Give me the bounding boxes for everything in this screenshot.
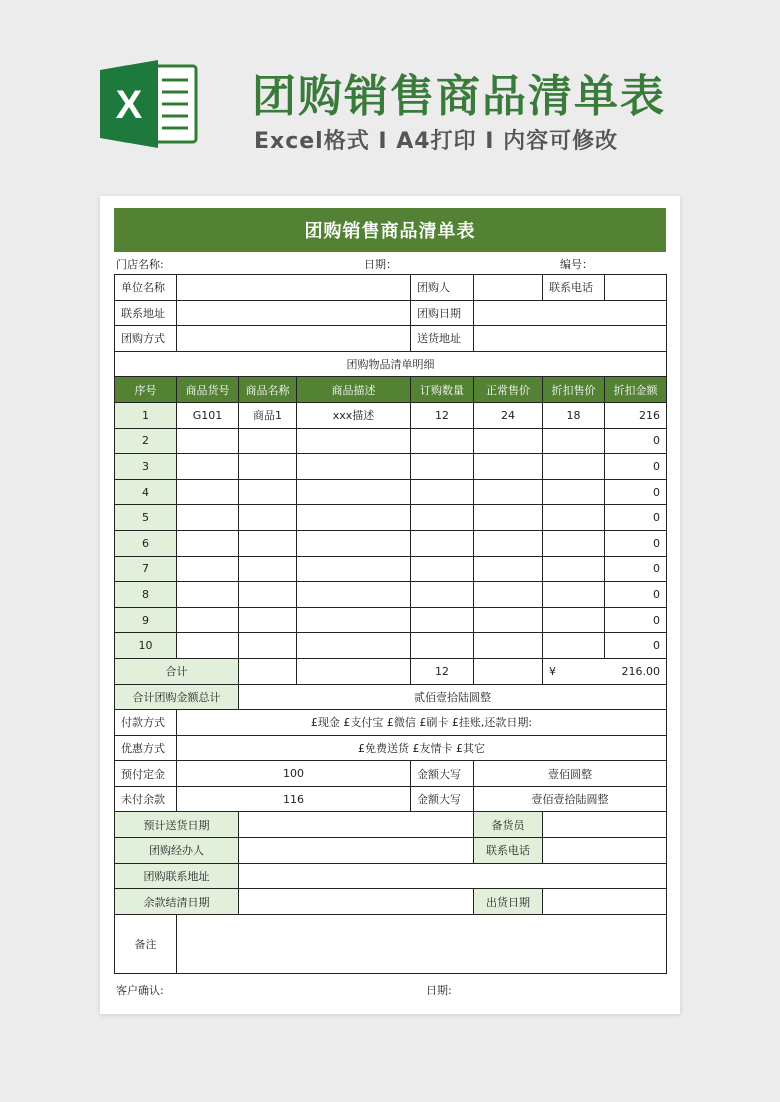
- item-cell-code[interactable]: [177, 633, 239, 659]
- discount-method-label: 优惠方式: [115, 735, 177, 761]
- item-cell-amount: 216: [605, 402, 667, 428]
- detail-section-title: 团购物品清单明细: [115, 351, 667, 377]
- item-row: [115, 428, 667, 454]
- handler-phone-label: 联系电话: [474, 838, 543, 864]
- col-header-desc: 商品描述: [297, 377, 411, 403]
- payment-method-options[interactable]: £现金 £支付宝 £微信 £刷卡 £挂账,还款日期:: [177, 710, 667, 736]
- item-cell-price[interactable]: [474, 454, 543, 480]
- item-cell-desc[interactable]: [297, 454, 411, 480]
- item-cell-no: 2: [115, 428, 177, 454]
- item-cell-discount_price[interactable]: [543, 607, 605, 633]
- balance-value[interactable]: 116: [177, 786, 411, 812]
- stock-keeper-label: 备货员: [474, 812, 543, 838]
- item-cell-qty[interactable]: [411, 556, 474, 582]
- item-cell-amount: 0: [605, 607, 667, 633]
- delivery-address-label: 送货地址: [411, 326, 474, 352]
- totals-qty: 12: [411, 658, 474, 684]
- item-cell-desc[interactable]: [297, 428, 411, 454]
- item-cell-discount_price[interactable]: [543, 454, 605, 480]
- page-title: 团购销售商品清单表: [252, 71, 666, 122]
- balance-label: 未付余款: [115, 786, 177, 812]
- number-label: 编号：: [560, 258, 593, 271]
- item-cell-qty[interactable]: [411, 505, 474, 531]
- form-sheet: [100, 196, 680, 1014]
- buyer-label: 团购人: [411, 275, 474, 301]
- item-cell-no: 8: [115, 582, 177, 608]
- item-cell-qty[interactable]: [411, 454, 474, 480]
- item-cell-discount_price[interactable]: 18: [543, 402, 605, 428]
- item-cell-discount_price[interactable]: [543, 633, 605, 659]
- item-cell-qty[interactable]: [411, 582, 474, 608]
- remark-label: 备注: [115, 914, 177, 973]
- item-cell-name[interactable]: [239, 582, 297, 608]
- item-cell-desc[interactable]: [297, 607, 411, 633]
- item-cell-amount: 0: [605, 505, 667, 531]
- item-cell-discount_price[interactable]: [543, 556, 605, 582]
- item-row: [115, 582, 667, 608]
- totals-label: 合计: [115, 658, 239, 684]
- excel-logo-icon: [100, 58, 200, 150]
- balance-words: 壹佰壹拾陆圆整: [474, 786, 667, 812]
- contact-address-field[interactable]: [177, 300, 411, 326]
- settle-date-field[interactable]: [239, 889, 474, 915]
- item-cell-name[interactable]: [239, 428, 297, 454]
- item-cell-qty[interactable]: 12: [411, 402, 474, 428]
- page-subtitle: Excel格式 I A4打印 I 内容可修改: [254, 129, 619, 154]
- item-cell-desc[interactable]: [297, 530, 411, 556]
- item-cell-amount: 0: [605, 633, 667, 659]
- item-cell-code[interactable]: [177, 607, 239, 633]
- store-name-label: 门店名称:: [116, 258, 164, 271]
- item-cell-name[interactable]: [239, 633, 297, 659]
- customer-confirm-label: 客户确认:: [116, 984, 164, 997]
- totals-amount-cell: [543, 658, 667, 684]
- item-cell-price[interactable]: [474, 479, 543, 505]
- item-cell-desc[interactable]: [297, 479, 411, 505]
- item-cell-name[interactable]: [239, 454, 297, 480]
- unit-name-label: 单位名称: [115, 275, 177, 301]
- item-row: [115, 505, 667, 531]
- item-cell-price[interactable]: 24: [474, 402, 543, 428]
- item-cell-name[interactable]: [239, 505, 297, 531]
- item-cell-no: 3: [115, 454, 177, 480]
- payment-method-label: 付款方式: [115, 710, 177, 736]
- item-row: [115, 402, 667, 428]
- item-cell-discount_price[interactable]: [543, 505, 605, 531]
- item-cell-amount: 0: [605, 479, 667, 505]
- col-header-amount: 折扣金额: [605, 377, 667, 403]
- item-cell-price[interactable]: [474, 582, 543, 608]
- item-cell-name[interactable]: [239, 607, 297, 633]
- ship-date-field[interactable]: [543, 889, 667, 915]
- item-row: [115, 633, 667, 659]
- stock-keeper-field[interactable]: [543, 812, 667, 838]
- items-header-row: [115, 377, 667, 403]
- item-cell-price[interactable]: [474, 556, 543, 582]
- totals-row: [115, 658, 667, 684]
- item-cell-amount: 0: [605, 530, 667, 556]
- item-cell-code[interactable]: [177, 428, 239, 454]
- handler-label: 团购经办人: [115, 838, 239, 864]
- deposit-label: 预付定金: [115, 761, 177, 787]
- item-cell-code[interactable]: [177, 556, 239, 582]
- contact-phone-field[interactable]: [605, 275, 667, 301]
- item-cell-name[interactable]: [239, 530, 297, 556]
- total-words-value: 贰佰壹拾陆圆整: [239, 684, 667, 710]
- item-cell-price[interactable]: [474, 505, 543, 531]
- item-cell-no: 1: [115, 402, 177, 428]
- item-cell-discount_price[interactable]: [543, 582, 605, 608]
- item-cell-code[interactable]: [177, 530, 239, 556]
- item-row: [115, 479, 667, 505]
- item-cell-code[interactable]: [177, 505, 239, 531]
- col-header-qty: 订购数量: [411, 377, 474, 403]
- item-cell-discount_price[interactable]: [543, 530, 605, 556]
- sheet-footer: [114, 980, 666, 1000]
- item-row: [115, 454, 667, 480]
- item-cell-name[interactable]: [239, 479, 297, 505]
- item-cell-qty[interactable]: [411, 633, 474, 659]
- item-cell-no: 5: [115, 505, 177, 531]
- handler-phone-field[interactable]: [543, 838, 667, 864]
- item-cell-no: 10: [115, 633, 177, 659]
- amount-words-label: 金额大写: [411, 786, 474, 812]
- footer-date-label: 日期:: [426, 984, 452, 997]
- buyer-field[interactable]: [474, 275, 543, 301]
- totals-empty-cell: [474, 658, 543, 684]
- col-header-no: 序号: [115, 377, 177, 403]
- item-cell-no: 9: [115, 607, 177, 633]
- item-cell-amount: 0: [605, 582, 667, 608]
- col-header-code: 商品货号: [177, 377, 239, 403]
- item-cell-price[interactable]: [474, 607, 543, 633]
- item-row: [115, 530, 667, 556]
- group-method-field[interactable]: [177, 326, 411, 352]
- sheet-title: 团购销售商品清单表: [114, 208, 666, 252]
- discount-method-options[interactable]: £免费送货 £友情卡 £其它: [177, 735, 667, 761]
- order-form-table: [114, 274, 667, 974]
- amount-words-label: 金额大写: [411, 761, 474, 787]
- item-cell-qty[interactable]: [411, 607, 474, 633]
- group-address-label: 团购联系地址: [115, 863, 239, 889]
- contact-phone-label: 联系电话: [543, 275, 605, 301]
- item-cell-discount_price[interactable]: [543, 428, 605, 454]
- totals-amount: 216.00: [621, 664, 661, 678]
- date-label: 日期：: [364, 258, 397, 271]
- ship-date-label: 出货日期: [474, 889, 543, 915]
- item-cell-amount: 0: [605, 556, 667, 582]
- item-cell-name[interactable]: 商品1: [239, 402, 297, 428]
- item-row: [115, 556, 667, 582]
- item-cell-price[interactable]: [474, 428, 543, 454]
- item-cell-desc[interactable]: [297, 556, 411, 582]
- settle-date-label: 余款结清日期: [115, 889, 239, 915]
- remark-field[interactable]: [177, 914, 667, 973]
- item-cell-no: 6: [115, 530, 177, 556]
- deposit-words: 壹佰圆整: [474, 761, 667, 787]
- item-cell-amount: 0: [605, 428, 667, 454]
- group-date-field[interactable]: [474, 300, 667, 326]
- item-cell-desc[interactable]: [297, 582, 411, 608]
- item-row: [115, 607, 667, 633]
- delivery-address-field[interactable]: [474, 326, 667, 352]
- handler-field[interactable]: [239, 838, 474, 864]
- col-header-discount-price: 折扣售价: [543, 377, 605, 403]
- item-cell-qty[interactable]: [411, 530, 474, 556]
- item-cell-desc[interactable]: [297, 633, 411, 659]
- expected-date-label: 预计送货日期: [115, 812, 239, 838]
- deposit-value[interactable]: 100: [177, 761, 411, 787]
- col-header-price: 正常售价: [474, 377, 543, 403]
- item-cell-code[interactable]: G101: [177, 402, 239, 428]
- currency-symbol: ¥: [549, 664, 557, 678]
- group-date-label: 团购日期: [411, 300, 474, 326]
- total-words-label: 合计团购金额总计: [115, 684, 239, 710]
- item-cell-no: 4: [115, 479, 177, 505]
- item-cell-code[interactable]: [177, 582, 239, 608]
- item-cell-name[interactable]: [239, 556, 297, 582]
- items-body: [115, 402, 667, 658]
- contact-address-label: 联系地址: [115, 300, 177, 326]
- item-cell-price[interactable]: [474, 633, 543, 659]
- item-cell-desc[interactable]: xxx描述: [297, 402, 411, 428]
- totals-empty-cell: [239, 658, 297, 684]
- group-address-field[interactable]: [239, 863, 667, 889]
- item-cell-discount_price[interactable]: [543, 479, 605, 505]
- unit-name-field[interactable]: [177, 275, 411, 301]
- item-cell-desc[interactable]: [297, 505, 411, 531]
- item-cell-amount: 0: [605, 454, 667, 480]
- excel-logo-letter: X: [115, 83, 143, 127]
- col-header-name: 商品名称: [239, 377, 297, 403]
- expected-date-field[interactable]: [239, 812, 474, 838]
- group-method-label: 团购方式: [115, 326, 177, 352]
- item-cell-price[interactable]: [474, 530, 543, 556]
- item-cell-no: 7: [115, 556, 177, 582]
- item-cell-qty[interactable]: [411, 428, 474, 454]
- sheet-info-row: [114, 252, 666, 274]
- page-header: [0, 0, 780, 190]
- item-cell-qty[interactable]: [411, 479, 474, 505]
- totals-empty-cell: [297, 658, 411, 684]
- item-cell-code[interactable]: [177, 479, 239, 505]
- item-cell-code[interactable]: [177, 454, 239, 480]
